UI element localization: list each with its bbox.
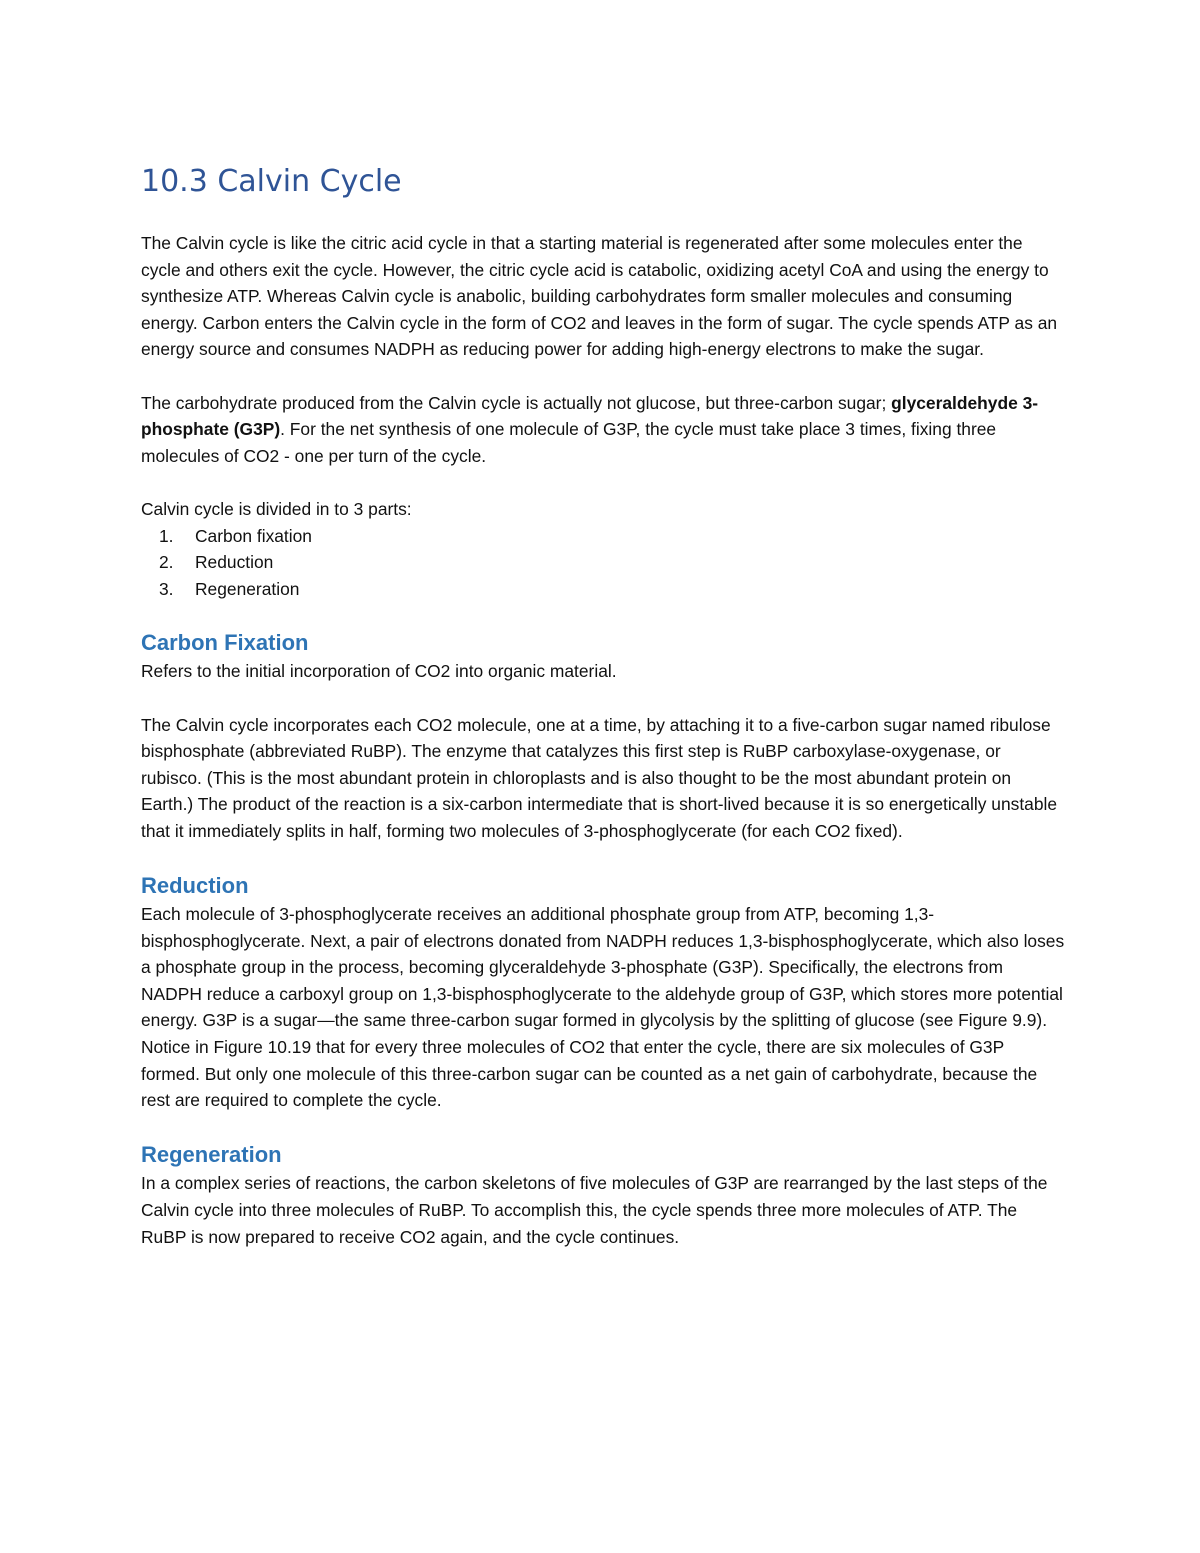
list-item-number: 1. xyxy=(159,525,174,546)
carbon-fixation-paragraph-1: Refers to the initial incorporation of CO2 into organic material. xyxy=(141,661,617,682)
page-title: 10.3 Calvin Cycle xyxy=(141,164,402,199)
carbon-fixation-heading: Carbon Fixation xyxy=(141,630,309,656)
list-item xyxy=(141,523,1066,550)
reduction-heading: Reduction xyxy=(141,873,249,899)
list-item-label: Regeneration xyxy=(195,578,300,599)
g3p-bold-term: glyceraldehyde 3-phosphate (G3P) xyxy=(141,392,1039,440)
list-item-label: Reduction xyxy=(195,552,274,573)
carbon-fixation-paragraph-2: The Calvin cycle incorporates each CO2 molecule, one at a time, by attaching it to a five-carbon sugar named ribulose bisphosphate (abbreviated RuBP). The enzyme that catalyzes this first step is RuBP carboxylase-oxygenase, or rubisco. (This is the most abundant protein in chloroplasts and is also thought to be the most abundant protein on Earth.) The product of the reaction is a six-carbon intermediate that is short-lived because it is so energetically unstable that it immediately splits in half, forming two molecules of 3-phosphoglycerate (for each CO2 fixed). xyxy=(141,714,1058,841)
list-item-number: 2. xyxy=(159,552,174,573)
list-item-label: Carbon fixation xyxy=(195,525,312,546)
list-item xyxy=(141,576,1066,603)
list-item-number: 3. xyxy=(159,578,174,599)
regeneration-paragraph: In a complex series of reactions, the carbon skeletons of five molecules of G3P are rearranged by the last steps of the Calvin cycle into three molecules of RuBP. To accomplish this, the cycle spends three more molecules of ATP. The RuBP is now prepared to receive CO2 again, and the cycle continues. xyxy=(141,1173,1048,1247)
parts-list xyxy=(141,523,1066,603)
parts-intro: Calvin cycle is divided in to 3 parts: xyxy=(141,498,412,519)
intro-paragraph-2-text-before: The carbohydrate produced from the Calvin cycle is actually not glucose, but three-carbon sugar; xyxy=(141,392,892,413)
intro-paragraph-2-text-after: . For the net synthesis of one molecule of G3P, the cycle must take place 3 times, fixing three molecules of CO2 - one per turn of the cycle. xyxy=(141,419,997,466)
document-body xyxy=(141,160,1066,1277)
list-item xyxy=(141,549,1066,576)
intro-paragraph-1: The Calvin cycle is like the citric acid cycle in that a starting material is regenerated after some molecules enter the cycle and others exit the cycle. However, the citric cycle acid is catabolic, oxidizing acetyl CoA and using the energy to synthesize ATP. Whereas Calvin cycle is anabolic, building carbohydrates form smaller molecules and consuming energy. Carbon enters the Calvin cycle in the form of CO2 and leaves in the form of sugar. The cycle spends ATP as an energy source and consumes NADPH as reducing power for adding high-energy electrons to make the sugar. xyxy=(141,233,1058,360)
reduction-paragraph: Each molecule of 3-phosphoglycerate receives an additional phosphate group from ATP, becoming 1,3-bisphosphoglycerate. Next, a pair of electrons donated from NADPH reduces 1,3-bisphosphoglycerate, which also loses a phosphate group in the process, becoming glyceraldehyde 3-phosphate (G3P). Specifically, the electrons from NADPH reduce a carboxyl group on 1,3-bisphosphoglycerate to the aldehyde group of G3P, which stores more potential energy. G3P is a sugar—the same three-carbon sugar formed in glycolysis by the splitting of glucose (see Figure 9.9). Notice in Figure 10.19 that for every three molecules of CO2 that enter the cycle, there are six molecules of G3P formed. But only one molecule of this three-carbon sugar can be counted as a net gain of carbohydrate, because the rest are required to complete the cycle. xyxy=(141,904,1065,1111)
intro-paragraph-2 xyxy=(141,390,1066,470)
regeneration-heading: Regeneration xyxy=(141,1142,282,1168)
